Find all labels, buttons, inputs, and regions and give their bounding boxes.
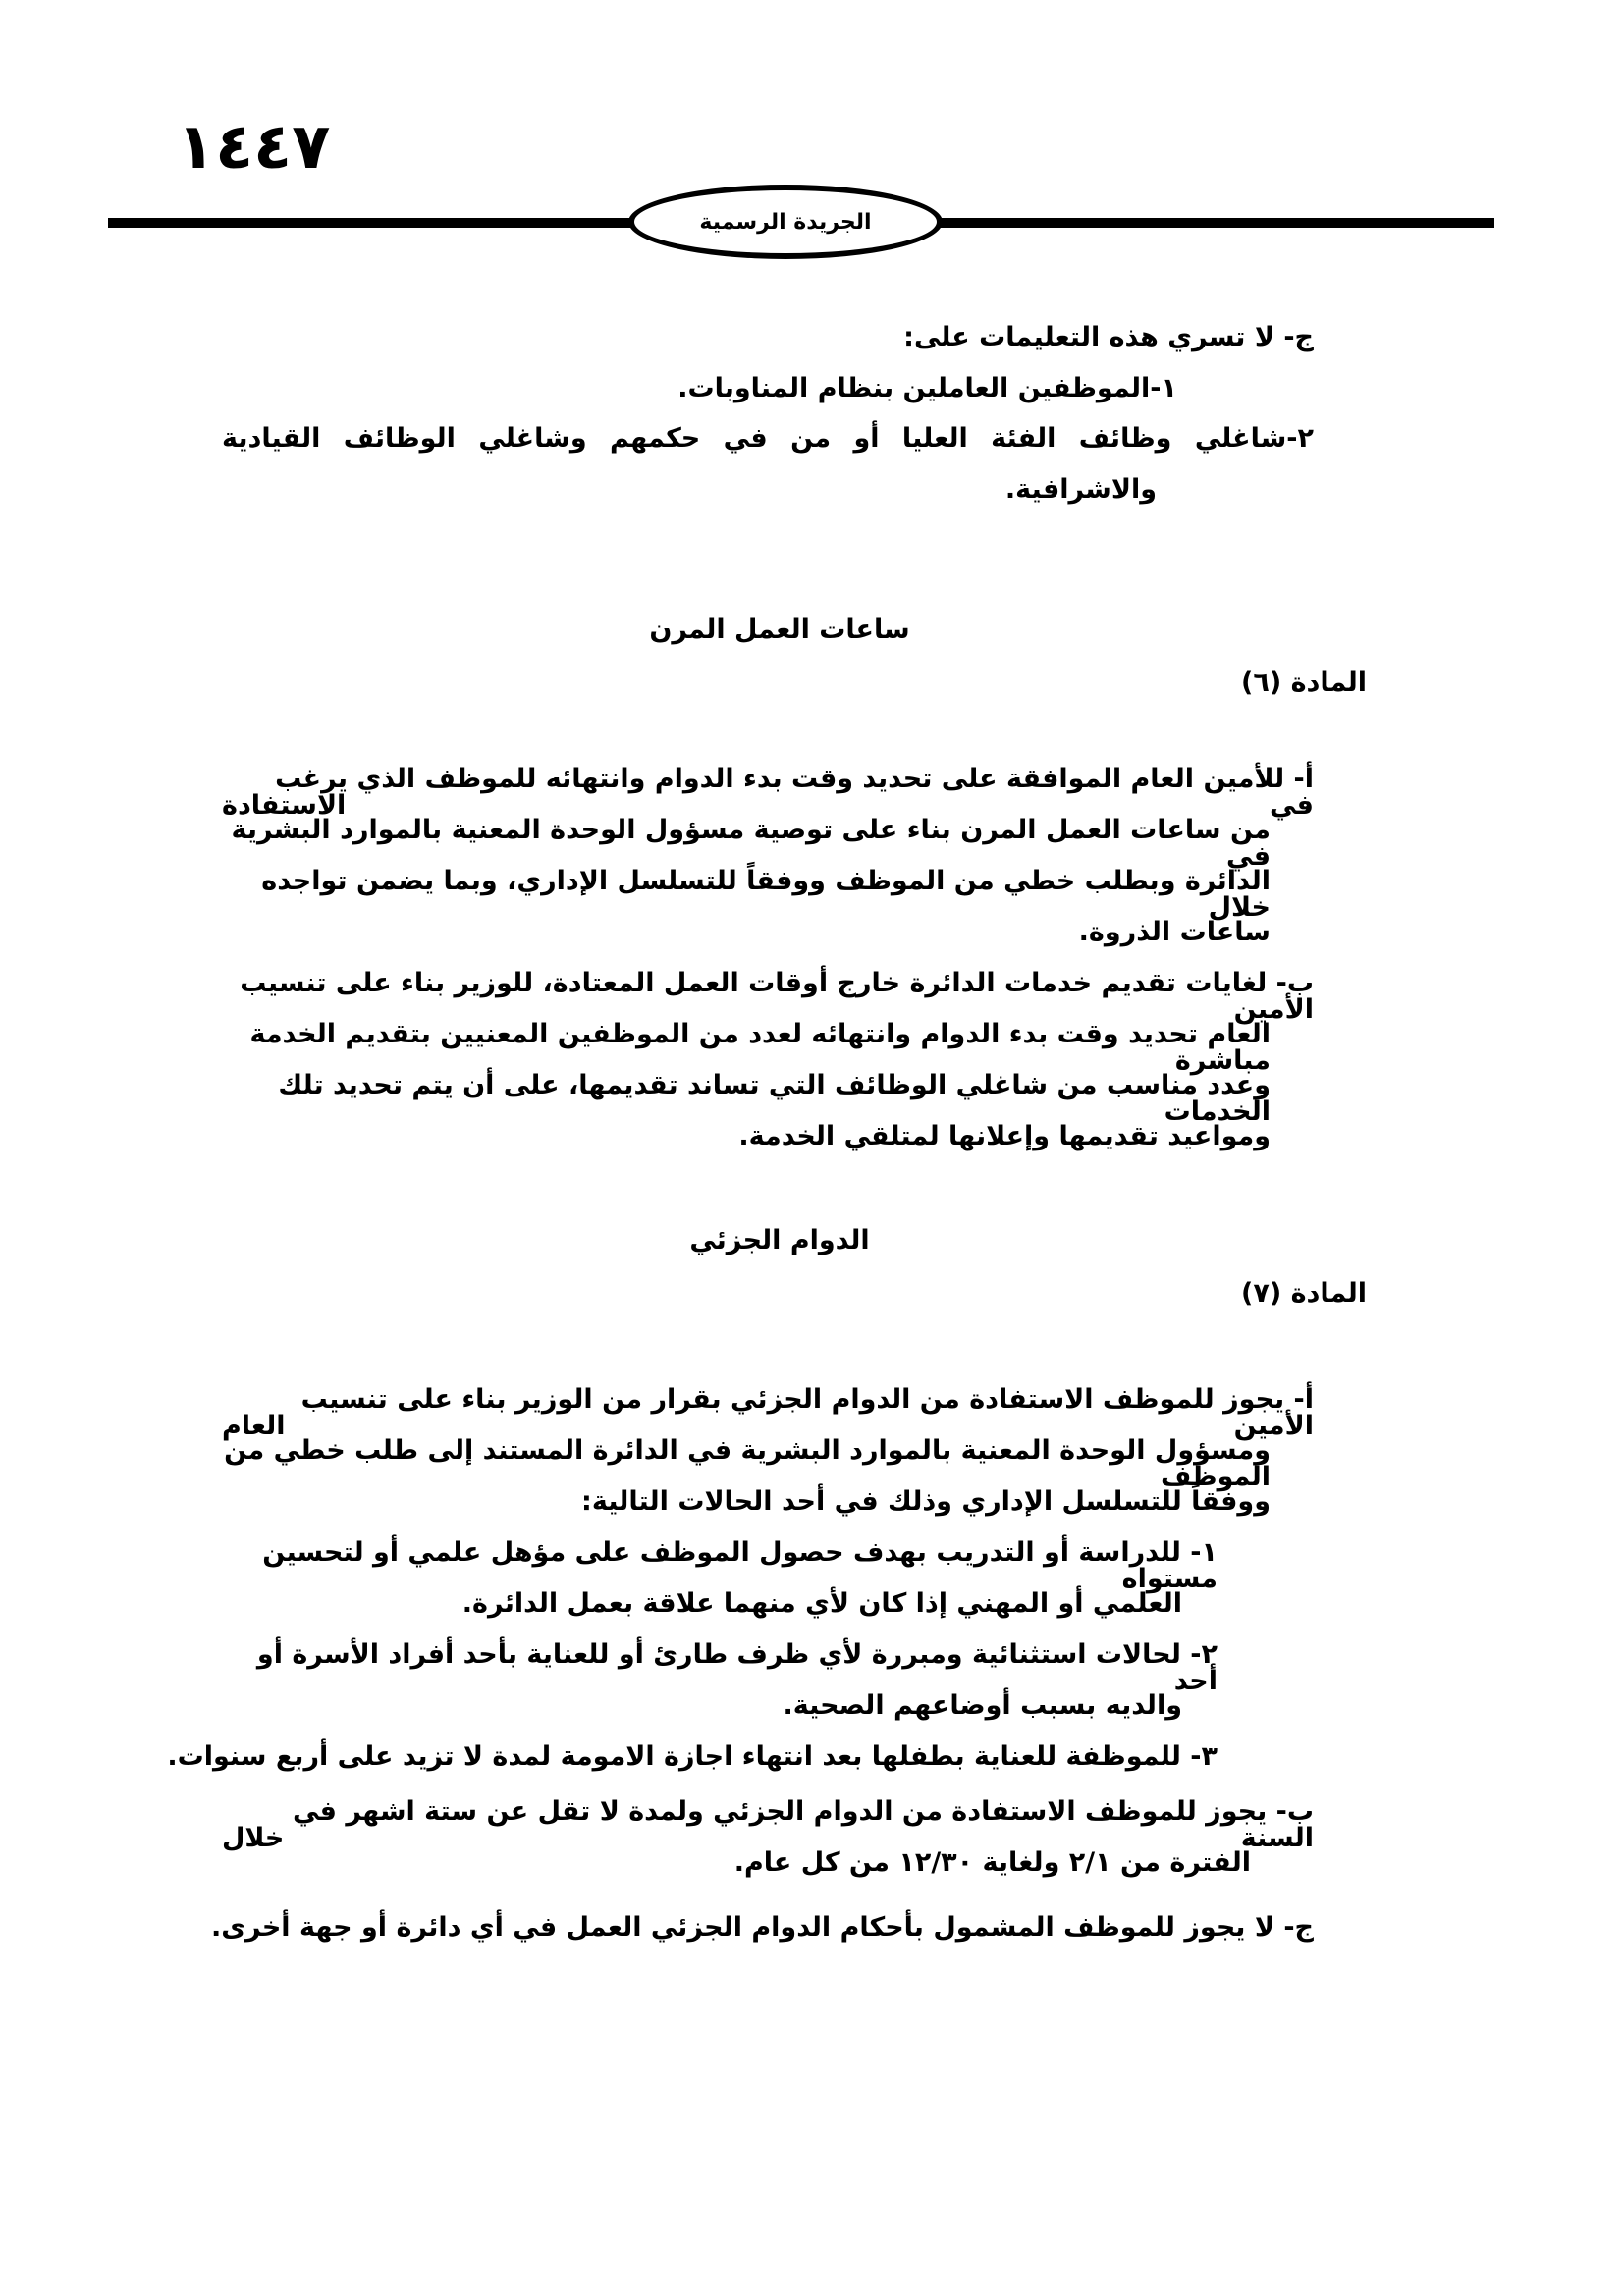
gazette-title-badge bbox=[628, 185, 943, 259]
clause-c-intro: ج- لا تسري هذه التعليمات على: bbox=[903, 322, 1314, 352]
article-7-a-line1: أ- يجوز للموظف الاستفادة من الدوام الجزئي بقرار من الوزير بناء على تنسيب الأمين العام bbox=[222, 1384, 1314, 1441]
gazette-title: الجريدة الرسمية bbox=[699, 209, 872, 235]
section-heading-flexible-hours: ساعات العمل المرن bbox=[649, 614, 910, 645]
clause-c-item-2-line1: ٢-شاغلي وظائف الفئة العليا أو من في حكمهم وشاغلي الوظائف القيادية bbox=[222, 423, 1314, 454]
article-7-a-item3: ٣- للموظفة للعناية بطفلها بعد انتهاء اجازة الامومة لمدة لا تزيد على أربع سنوات. bbox=[167, 1741, 1218, 1772]
article-6-b-line1: ب- لغايات تقديم خدمات الدائرة خارج أوقات العمل المعتادة، للوزير بناء على تنسيب الأمين bbox=[240, 968, 1314, 1025]
article-7-a-line2: ومسؤول الوحدة المعنية بالموارد البشرية في الدائرة المستند إلى طلب خطي من الموظف bbox=[224, 1435, 1271, 1492]
article-7-a-item1-line1: ١- للدراسة أو التدريب بهدف حصول الموظف على مؤهل علمي أو لتحسين مستواه bbox=[262, 1537, 1218, 1594]
clause-c-item-1: ١-الموظفين العاملين بنظام المناوبات. bbox=[677, 373, 1177, 403]
article-7-a-line3: ووفقاً للتسلسل الإداري وذلك في أحد الحالات التالية: bbox=[581, 1486, 1271, 1517]
article-6-a-line2: من ساعات العمل المرن بناء على توصية مسؤول الوحدة المعنية بالموارد البشرية في bbox=[231, 815, 1271, 872]
article-6-b-line2: العام تحديد وقت بدء الدوام وانتهائه لعدد من الموظفين المعنيين بتقديم الخدمة مباشرة bbox=[249, 1019, 1271, 1076]
article-6-a-line4: ساعات الذروة. bbox=[1078, 917, 1271, 947]
article-7-label: المادة (٧) bbox=[1241, 1278, 1367, 1308]
article-6-b-line4: ومواعيد تقديمها وإعلانها لمتلقي الخدمة. bbox=[738, 1121, 1271, 1151]
article-7-c: ج- لا يجوز للموظف المشمول بأحكام الدوام الجزئي العمل في أي دائرة أو جهة أخرى. bbox=[211, 1912, 1314, 1943]
section-heading-part-time: الدوام الجزئي bbox=[689, 1225, 870, 1255]
article-7-b-line2: الفترة من ٢/١ ولغاية ١٢/٣٠ من كل عام. bbox=[733, 1847, 1251, 1878]
page-number: ١٤٤٧ bbox=[177, 111, 331, 184]
clause-c-item-2-line2: والاشرافية. bbox=[1004, 474, 1157, 505]
article-6-label: المادة (٦) bbox=[1241, 667, 1367, 698]
article-7-a-item2-line2: والديه بسبب أوضاعهم الصحية. bbox=[783, 1690, 1182, 1721]
article-6-b-line3: وعدد مناسب من شاغلي الوظائف التي تساند تقديمها، على أن يتم تحديد تلك الخدمات bbox=[278, 1070, 1271, 1127]
article-6-a-line1: أ- للأمين العام الموافقة على تحديد وقت بدء الدوام وانتهائه للموظف الذي يرغب في الاستفادة bbox=[222, 764, 1314, 821]
article-7-a-item1-line2: العلمي أو المهني إذا كان لأي منهما علاقة بعمل الدائرة. bbox=[461, 1588, 1182, 1619]
article-7-a-item2-line1: ٢- لحالات استثنائية ومبررة لأي ظرف طارئ أو للعناية بأحد أفراد الأسرة أو أحد bbox=[256, 1639, 1218, 1696]
article-6-a-line3: الدائرة وبطلب خطي من الموظف ووفقاً للتسلسل الإداري، وبما يضمن تواجده خلال bbox=[261, 866, 1271, 923]
article-7-b-line1: ب- يجوز للموظف الاستفادة من الدوام الجزئي ولمدة لا تقل عن ستة اشهر في السنة خلال bbox=[222, 1796, 1314, 1853]
